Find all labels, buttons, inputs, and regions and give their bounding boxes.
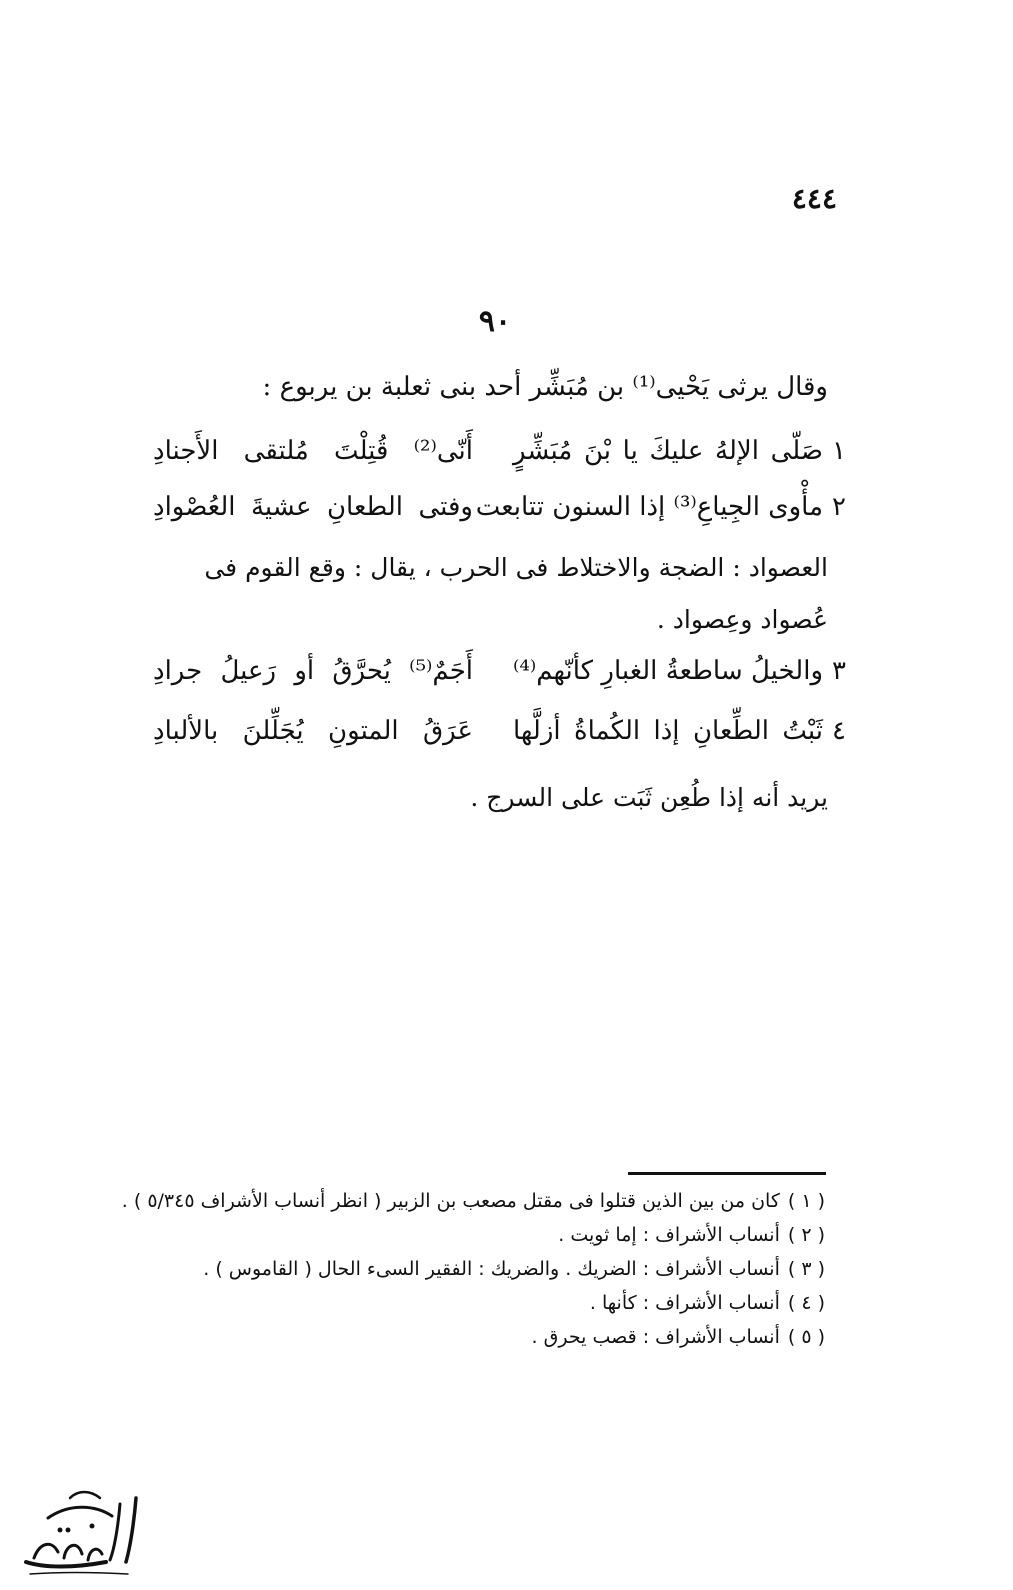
page-number: ٤٤٤ [791, 182, 837, 215]
verse-number: ٤ [832, 716, 846, 746]
gloss-usfad: العصواد : الضجة والاختلاط فى الحرب ، يقال : وقع القوم فى عُصواد وعِصواد . [204, 553, 828, 634]
footnote-2 [165, 1218, 825, 1252]
verse-4 [153, 716, 853, 764]
footnote-3 [165, 1252, 825, 1286]
second-hemistich: أَجَمٌ⁽⁵⁾ يُحرَّقُ أو رَعيلُ جرادِ [153, 656, 473, 686]
second-hemistich: عَرَقُ المتونِ يُجَلِّلنَ بالألبادِ [153, 716, 473, 746]
footnote-4 [165, 1286, 825, 1320]
verse-2 [153, 492, 853, 540]
verse-number: ١ [832, 436, 846, 466]
footnote-text: كان من بين الذين قتلوا فى مقتل مصعب بن الزبير ( انظر أنساب الأشراف ٥/٣٤٥ ) . [121, 1190, 780, 1212]
first-hemistich: مأْوى الجِياعِ⁽³⁾ إذا السنون تتابعت [475, 492, 823, 522]
calligraphic-stamp-logo [8, 1478, 148, 1578]
footnote-number: ( ٢ ) [787, 1224, 825, 1246]
poem-number: ٩٠ [478, 304, 512, 339]
footnote-text: أنساب الأشراف : كأنها . [589, 1292, 780, 1314]
verse-number: ٣ [832, 656, 846, 686]
first-hemistich: ثَبْتُ الطِّعانِ إذا الكُماةُ أزلَّها [513, 716, 823, 746]
first-hemistich: والخيلُ ساطعةُ الغبارِ كأنّهم⁽⁴⁾ [513, 656, 823, 686]
footnote-number: ( ١ ) [787, 1190, 825, 1212]
footnote-number: ( ٣ ) [787, 1258, 825, 1280]
poem-introduction: وقال يرثى يَحْيى⁽¹⁾ بن مُبَشِّر أحد بنى ثعلبة بن يربوع : [262, 372, 828, 402]
verse-number: ٢ [832, 492, 846, 522]
footnote-number: ( ٥ ) [787, 1326, 825, 1348]
footnote-text: أنساب الأشراف : قصب يحرق . [531, 1326, 780, 1348]
first-hemistich: صَلّى الإلهُ عليكَ يا بْنَ مُبَشِّرٍ [513, 436, 823, 466]
footnote-5 [165, 1320, 825, 1354]
footnote-1 [121, 1184, 825, 1218]
verse-3 [153, 656, 853, 704]
verse-1 [153, 436, 853, 484]
footnotes-list [121, 1184, 825, 1354]
second-hemistich: وفتى الطعانِ عشيةَ العُصْوادِ [153, 492, 473, 522]
footnote-text: أنساب الأشراف : إما ثويت . [558, 1224, 780, 1246]
footnote-separator [628, 1172, 826, 1175]
gloss-verse-4: يريد أنه إذا طُعِن ثَبَت على السرج . [470, 783, 828, 812]
footnote-number: ( ٤ ) [787, 1292, 825, 1314]
footnote-text: أنساب الأشراف : الضريك . والضريك : الفقير السىء الحال ( القاموس ) . [203, 1258, 780, 1280]
second-hemistich: أَنّى⁽²⁾ قُتِلْتَ مُلتقى الأَجنادِ [153, 436, 473, 466]
